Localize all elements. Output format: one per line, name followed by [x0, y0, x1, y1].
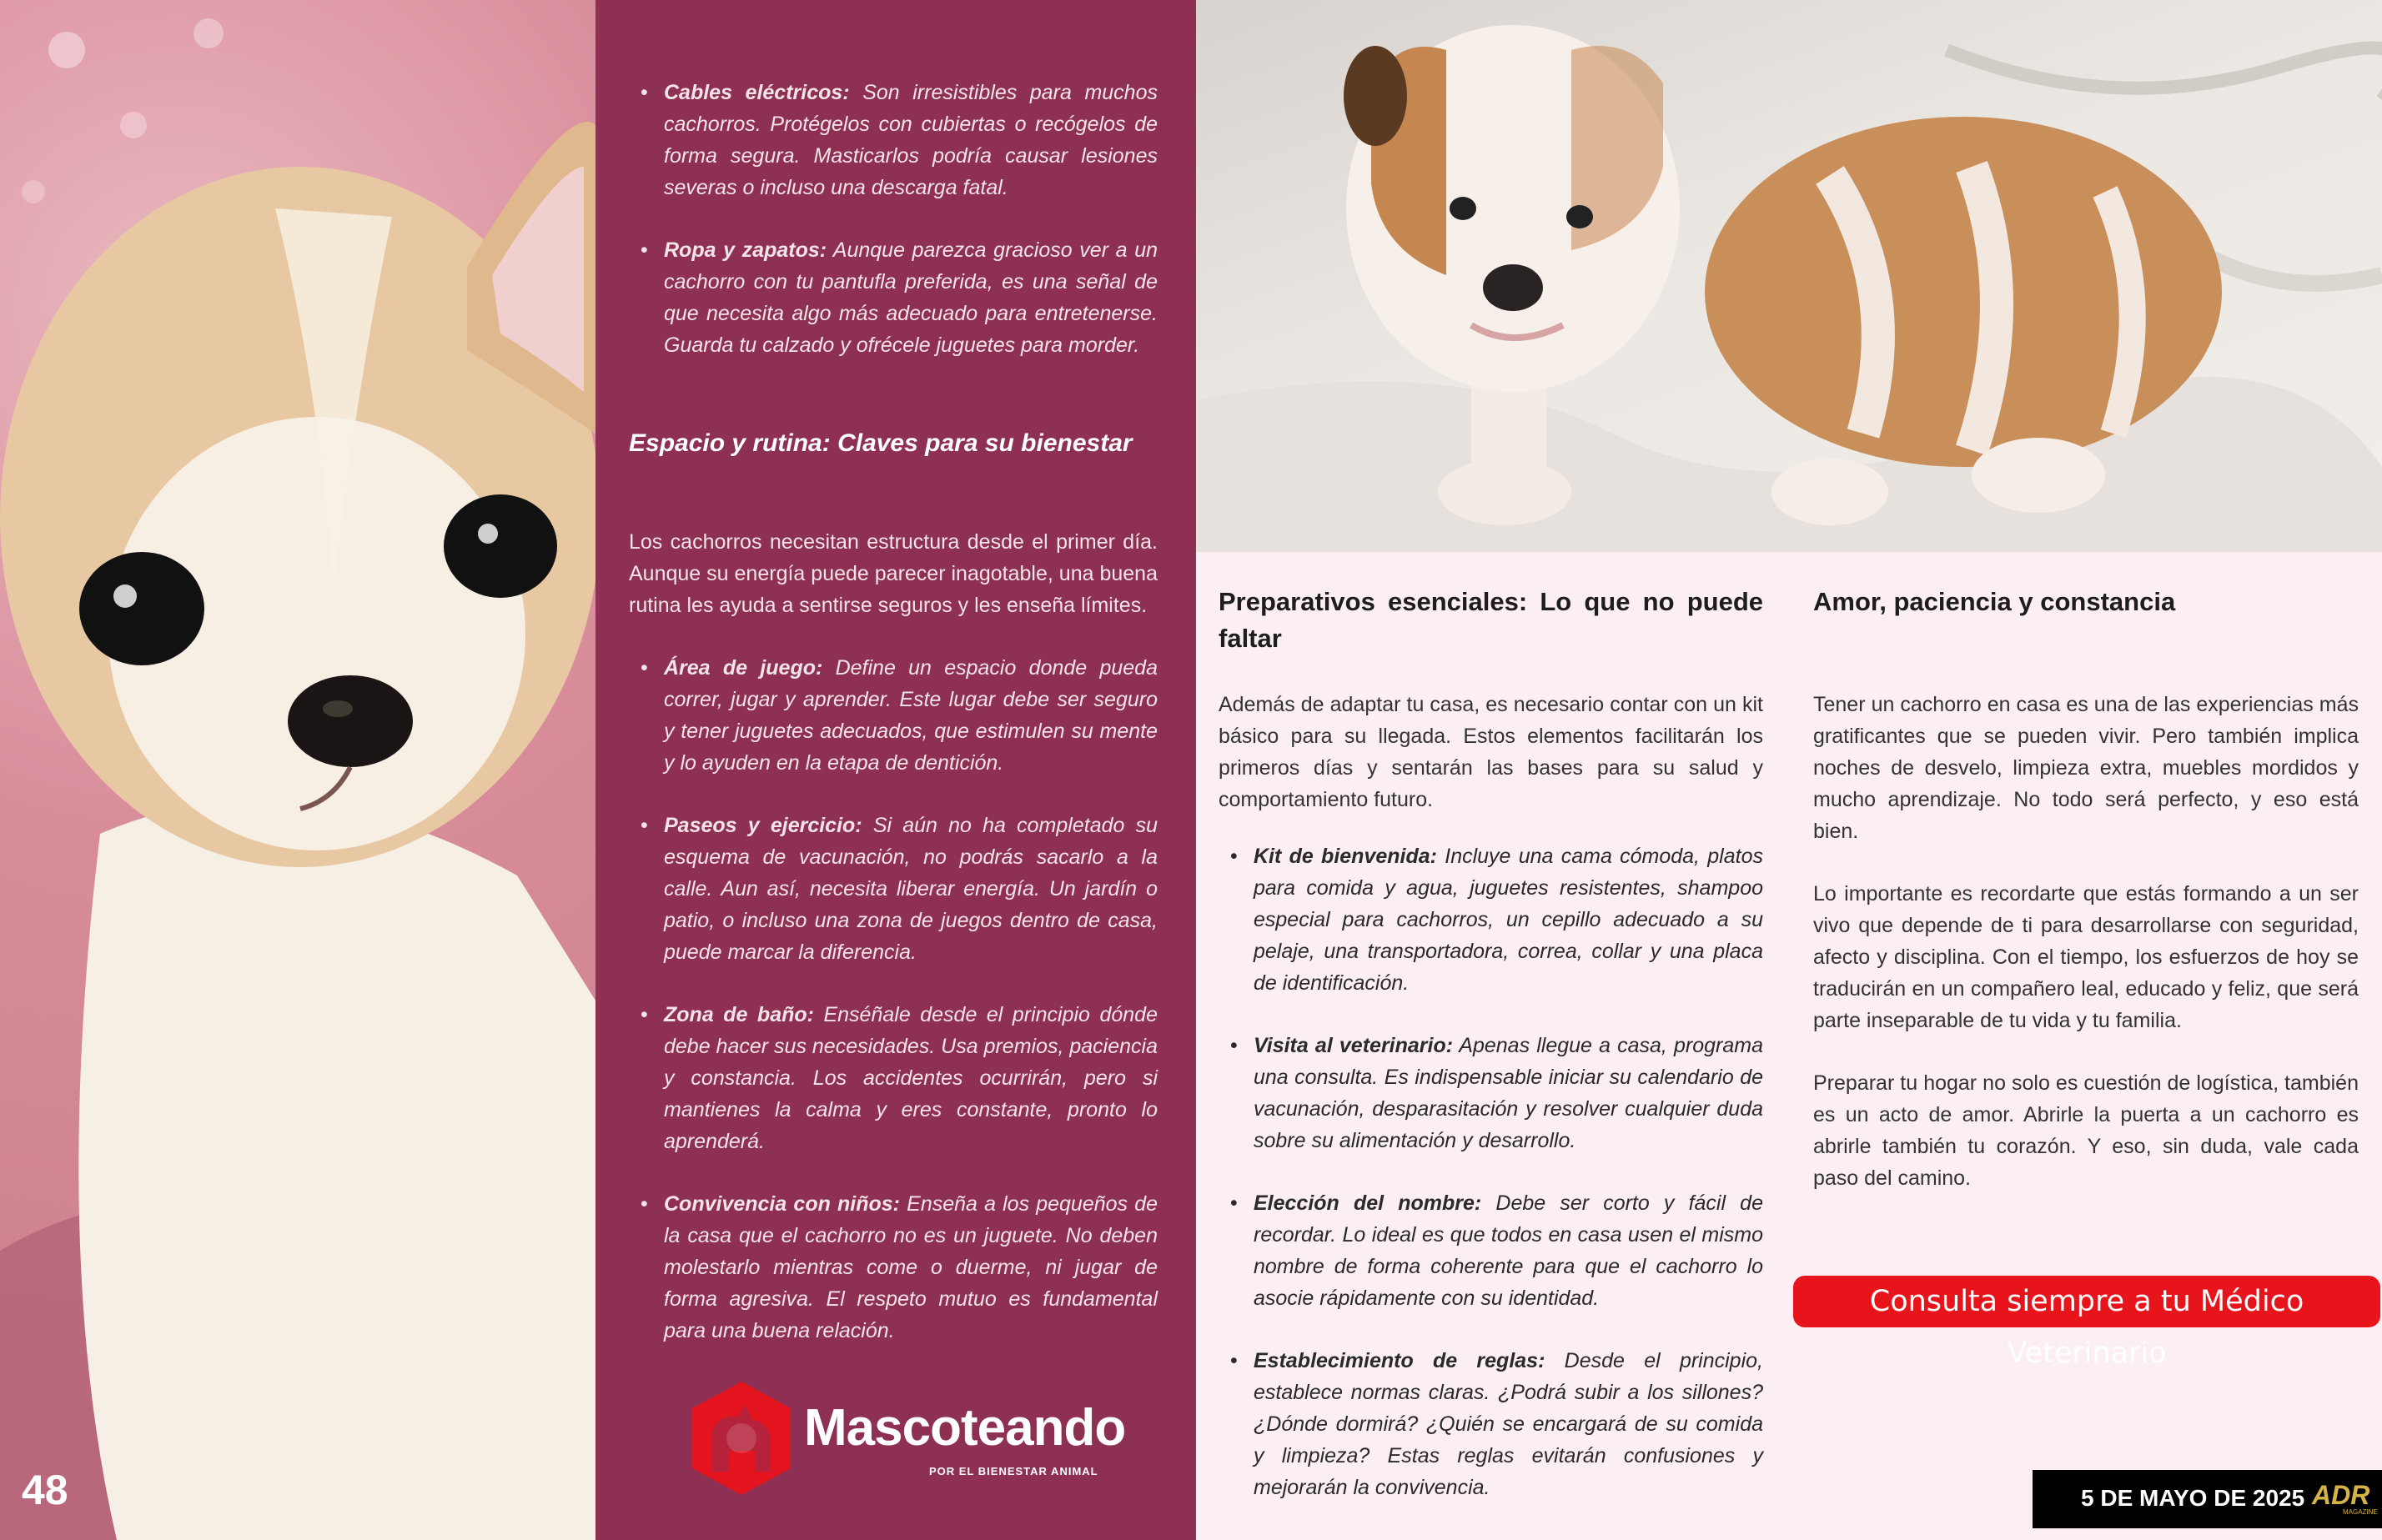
- essentials-bullets: [1219, 840, 1763, 1503]
- bulldog-photo: [1196, 0, 2382, 552]
- issue-date: 5 DE MAYO DE 2025: [2081, 1485, 2305, 1511]
- bullets-top: [629, 77, 1158, 361]
- love-column: [1813, 584, 2359, 1194]
- section-title: Espacio y rutina: Claves para su bienestar: [629, 429, 1133, 457]
- list-item: • Cables eléctricos: Son irresistibles para muchos cachorros. Protégelos con cubiertas o recógelos de forma segura. Masticarlos podría causar lesiones severas o incluso una descarga fatal.: [629, 77, 1158, 203]
- list-item: • Zona de baño: Enséñale desde el principio dónde debe hacer sus necesidades. Usa premios, paciencia y constancia. Los accidentes ocurrirán, pero si mantienes la calma y eres constante, pronto lo aprenderá.: [629, 999, 1158, 1157]
- section-title: Preparativos esenciales: Lo que no puede faltar: [1219, 587, 1763, 653]
- mascoteando-logo: [687, 1380, 1126, 1497]
- list-item: • Elección del nombre: Debe ser corto y fácil de recordar. Lo ideal es que todos en casa usen el mismo nombre de forma coherente para que el cachorro lo asocie rápidamente con su identidad.: [1219, 1187, 1763, 1314]
- paragraph: Lo importante es recordarte que estás formando a un ser vivo que depende de ti para desarrollarse con seguridad, afecto y disciplina. Con el tiempo, los esfuerzos de hoy se traducirán en un compañero leal, educado y feliz, que será parte inseparable de tu vida y tu familia.: [1813, 882, 2359, 1032]
- list-item: • Ropa y zapatos: Aunque parezca gracioso ver a un cachorro con tu pantufla preferida, es una señal de que necesita algo más adecuado para entretenerse. Guarda tu calzado y ofrécele juguetes para morder.: [629, 234, 1158, 361]
- essentials-column: [1219, 584, 1763, 1503]
- paragraph: Tener un cachorro en casa es una de las experiencias más gratificantes que se pueden vivir. Pero también implica noches de desvelo, limpieza extra, muebles mordidos y mucho aprendizaje. No todo será perfecto, y eso está bien.: [1813, 693, 2359, 843]
- adr-magazine-logo: ADR: [2312, 1480, 2370, 1510]
- page-number: 48: [22, 1467, 68, 1513]
- vet-callout: Consulta siempre a tu Médico Veterinario: [1793, 1276, 2380, 1327]
- intro-paragraph: Además de adaptar tu casa, es necesario contar con un kit básico para su llegada. Estos elementos facilitarán los primeros días y sentarán las bases para su salud y comportamiento futuro.: [1219, 693, 1763, 811]
- mascoteando-badge-icon: [687, 1380, 796, 1497]
- list-item: • Establecimiento de reglas: Desde el principio, establece normas claras. ¿Podrá subir a los sillones? ¿Dónde dormirá? ¿Quién se encargará de su comida y limpieza? Estas reglas evitarán confusiones y mejorarán la convivencia.: [1219, 1345, 1763, 1503]
- routine-bullets: [629, 652, 1158, 1347]
- brand-tagline: POR EL BIENESTAR ANIMAL: [929, 1465, 1098, 1477]
- adr-magazine-sub: MAGAZINE: [2343, 1508, 2378, 1516]
- intro-paragraph: Los cachorros necesitan estructura desde el primer día. Aunque su energía puede parecer inagotable, una buena rutina les ayuda a sentirse seguros y les enseña límites.: [629, 530, 1158, 617]
- chihuahua-photo: [0, 0, 596, 1540]
- list-item: • Área de juego: Define un espacio donde pueda correr, jugar y aprender. Este lugar debe ser seguro y tener juguetes adecuados, que estimulen su mente y lo ayuden en la etapa de dentición.: [629, 652, 1158, 779]
- list-item: • Convivencia con niños: Enseña a los pequeños de la casa que el cachorro no es un juguete. No deben molestarlo mientras come o duerme, ni jugar de forma agresiva. El respeto mutuo es fundamental para una buena relación.: [629, 1188, 1158, 1347]
- paragraph: Preparar tu hogar no solo es cuestión de logística, también es un acto de amor. Abrirle la puerta a un cachorro es abrirle también tu corazón. Y eso, sin duda, vale cada paso del camino.: [1813, 1071, 2359, 1190]
- purple-column: [596, 0, 1196, 1540]
- footer-bar: [2033, 1470, 2382, 1528]
- list-item: • Paseos y ejercicio: Si aún no ha completado su esquema de vacunación, no podrás sacarlo a la calle. Aun así, necesita liberar energía. Un jardín o patio, o incluso una zona de juegos dentro de casa, puede marcar la diferencia.: [629, 810, 1158, 968]
- list-item: • Kit de bienvenida: Incluye una cama cómoda, platos para comida y agua, juguetes resistentes, shampoo especial para cachorros, un cepillo adecuado a su pelaje, una transportadora, correa, collar y una placa de identificación.: [1219, 840, 1763, 999]
- brand-name: Mascoteando: [804, 1399, 1126, 1457]
- list-item: • Visita al veterinario: Apenas llegue a casa, programa una consulta. Es indispensable iniciar su calendario de vacunación, desparasitación y resolver cualquier duda sobre su alimentación y desarrollo.: [1219, 1030, 1763, 1156]
- section-title: Amor, paciencia y constancia: [1813, 587, 2176, 616]
